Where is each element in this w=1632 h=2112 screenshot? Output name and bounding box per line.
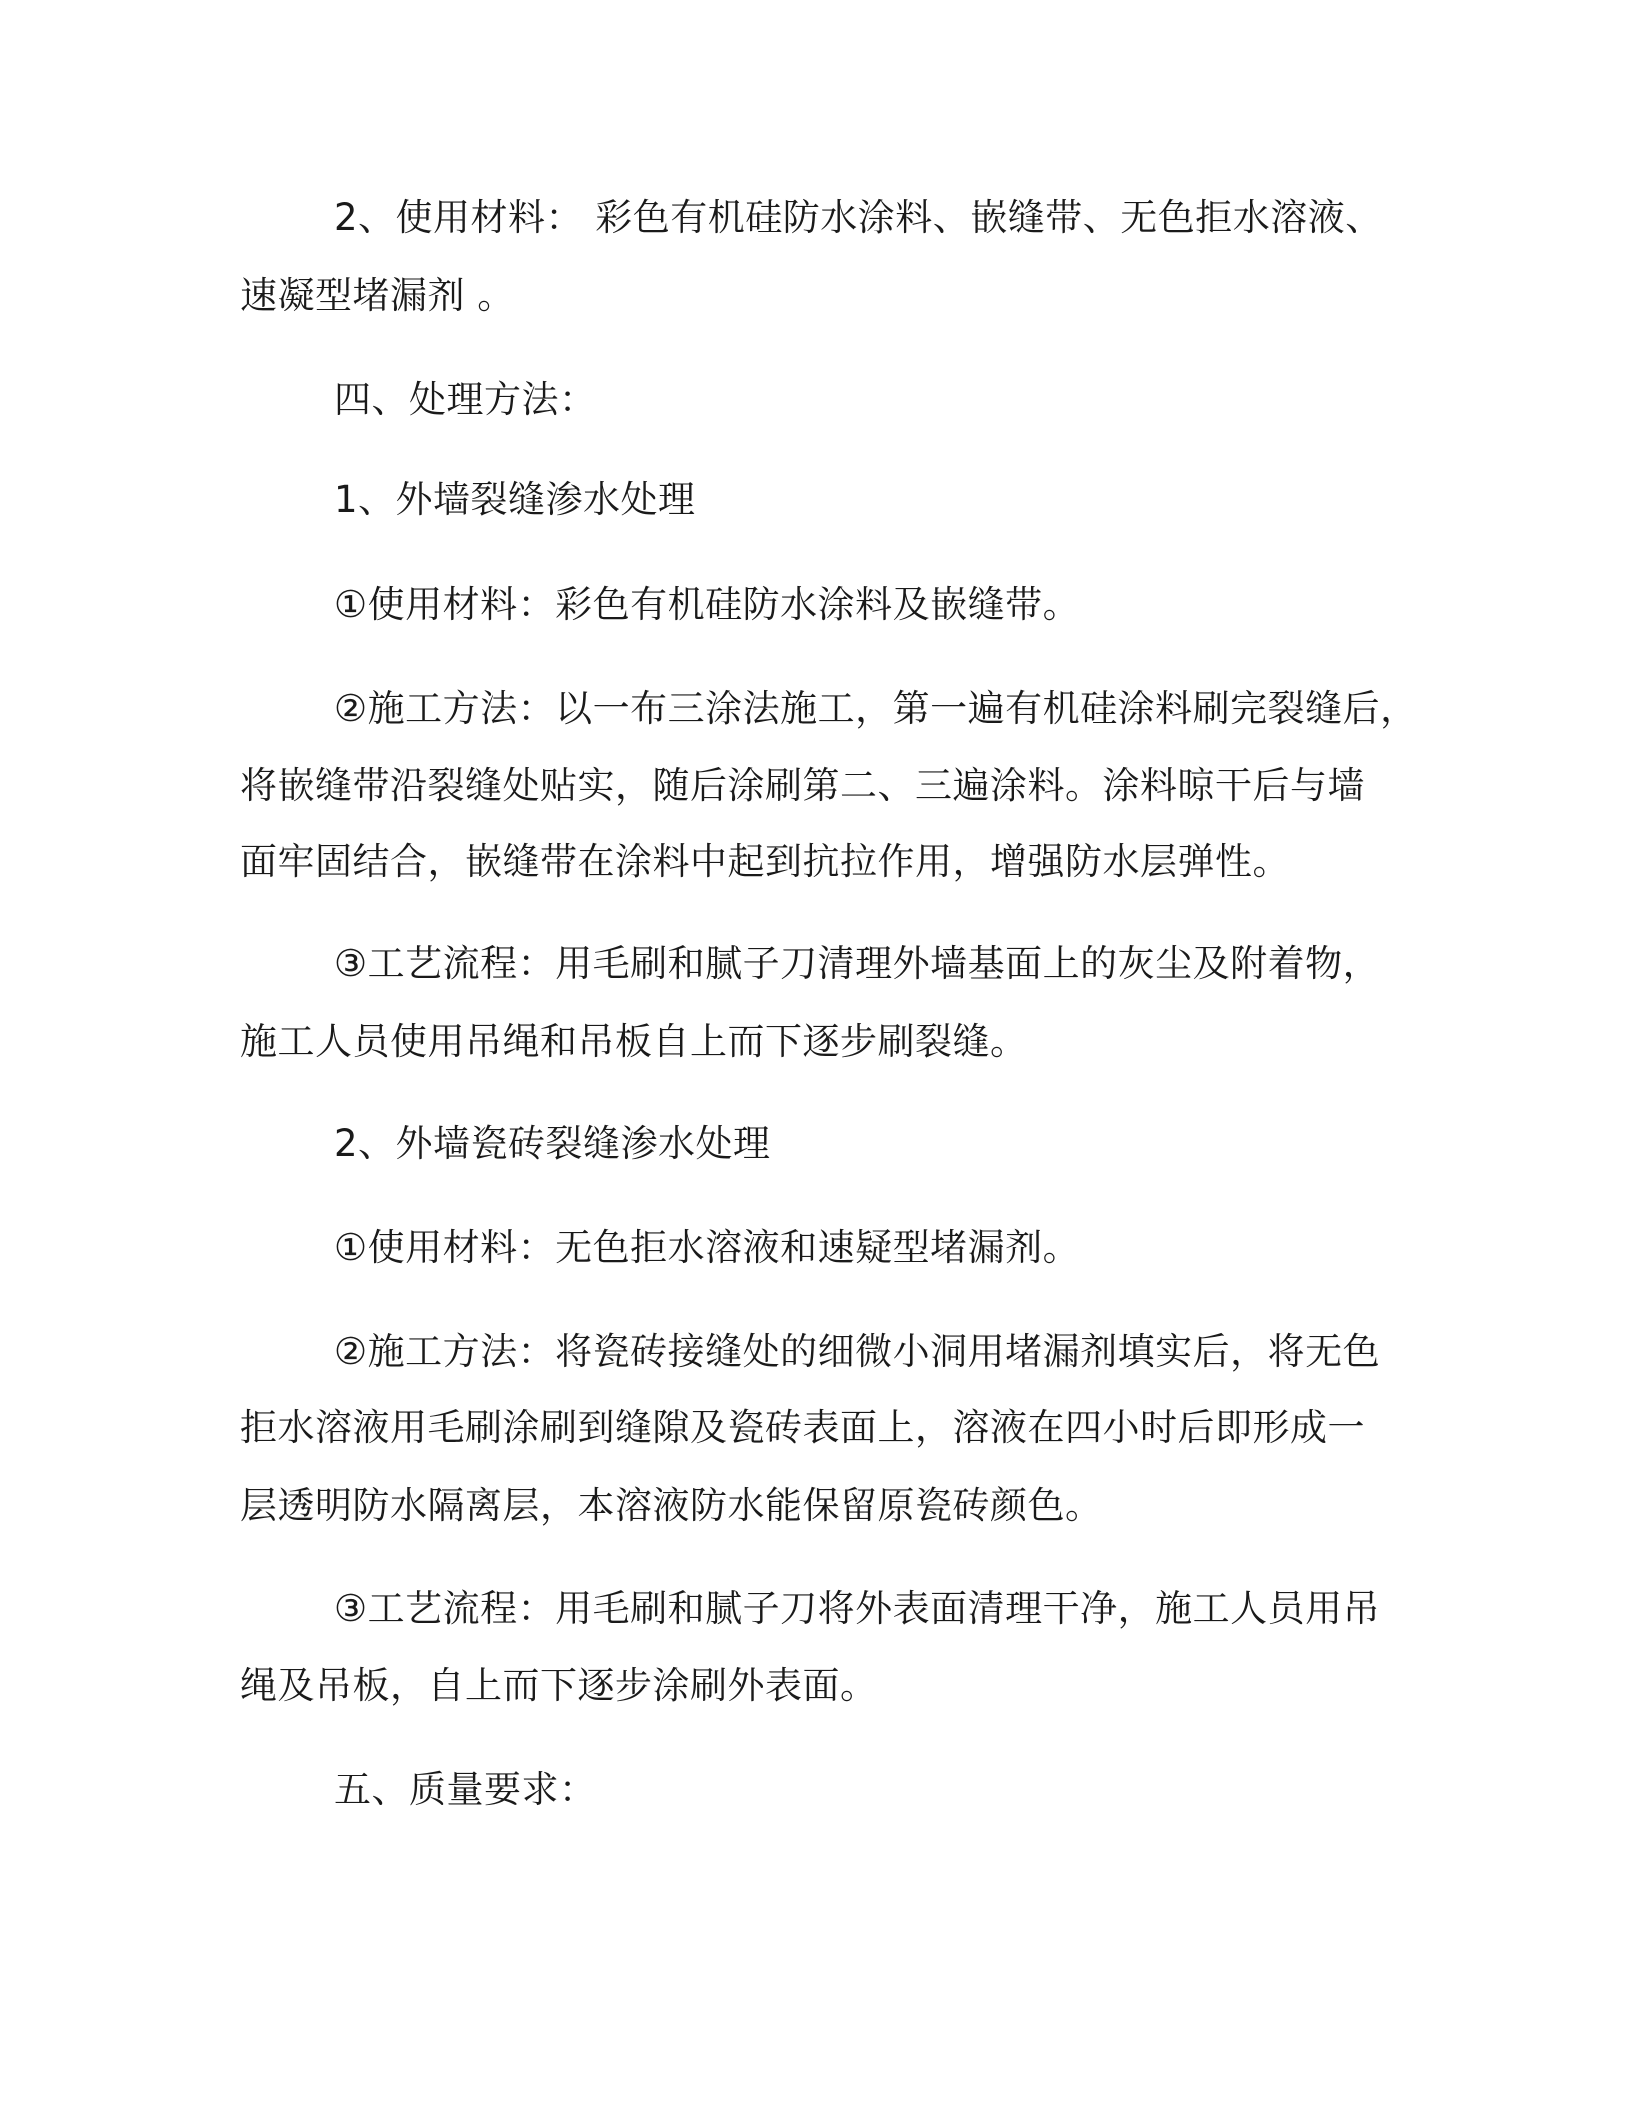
wall-crack-method-line-3: 面牢固结合，嵌缝带在涂料中起到抗拉作用，增强防水层弹性。 [240,840,1290,883]
wall-crack-materials: ①使用材料：彩色有机硅防水涂料及嵌缝带。 [334,583,1081,626]
wall-crack-process-line-1: ③工艺流程：用毛刷和腻子刀清理外墙基面上的灰尘及附着物， [334,942,1381,985]
tile-crack-process-line-1: ③工艺流程：用毛刷和腻子刀将外表面清理干净，施工人员用吊 [334,1587,1381,1630]
subheading-tile-crack-leak: 2、外墙瓷砖裂缝渗水处理 [334,1122,771,1165]
tile-crack-method-line-1: ②施工方法：将瓷砖接缝处的细微小洞用堵漏剂填实后，将无色 [334,1330,1381,1373]
section-heading-treatment-methods: 四、处理方法： [334,378,597,421]
wall-crack-method-line-2: 将嵌缝带沿裂缝处贴实，随后涂刷第二、三遍涂料。涂料晾干后与墙 [240,764,1365,807]
section-heading-quality-requirements: 五、质量要求： [334,1768,597,1811]
subheading-wall-crack-leak: 1、外墙裂缝渗水处理 [334,478,696,521]
tile-crack-method-line-3: 层透明防水隔离层，本溶液防水能保留原瓷砖颜色。 [240,1484,1103,1527]
paragraph-materials-line-1: 2、使用材料： 彩色有机硅防水涂料、嵌缝带、无色拒水溶液、 [334,196,1383,239]
wall-crack-process-line-2: 施工人员使用吊绳和吊板自上而下逐步刷裂缝。 [240,1020,1028,1063]
tile-crack-process-line-2: 绳及吊板，自上而下逐步涂刷外表面。 [240,1664,878,1707]
tile-crack-materials: ①使用材料：无色拒水溶液和速疑型堵漏剂。 [334,1226,1081,1269]
paragraph-materials-line-2: 速凝型堵漏剂 。 [240,274,515,317]
wall-crack-method-line-1: ②施工方法：以一布三涂法施工，第一遍有机硅涂料刷完裂缝后， [334,687,1418,730]
tile-crack-method-line-2: 拒水溶液用毛刷涂刷到缝隙及瓷砖表面上，溶液在四小时后即形成一 [240,1406,1365,1449]
